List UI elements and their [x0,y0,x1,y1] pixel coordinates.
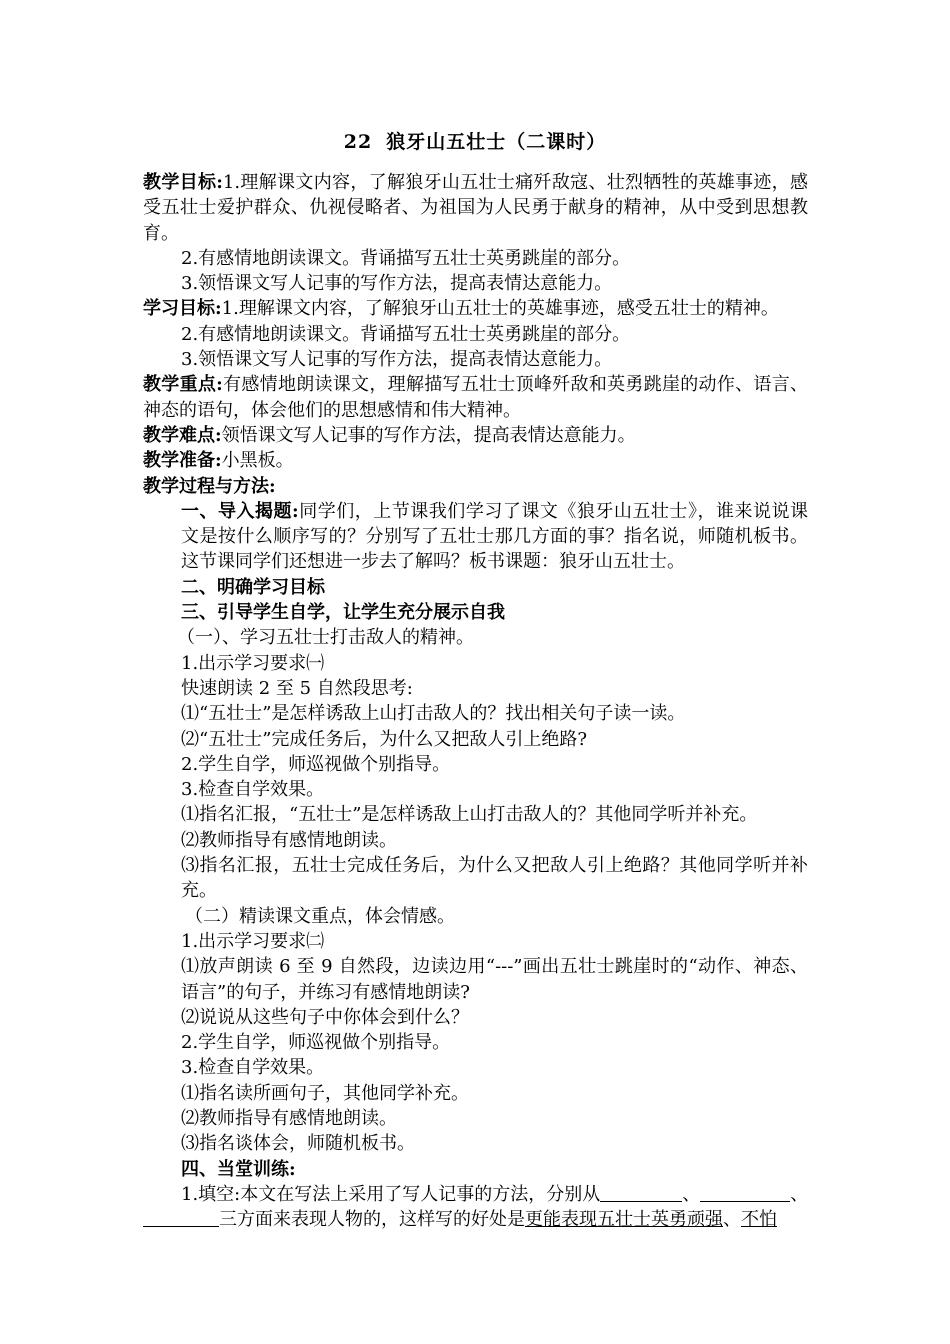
fill-in-prompt: 1.填空:本文在写法上采用了写人记事的方法，分别从 [181,1183,601,1205]
teaching-objective-2: 2.有感情地朗读课文。背诵描写五壮士英勇跳崖的部分。 [181,247,631,269]
part1-line: ⑴指名汇报，“五壮士”是怎样诱敌上山打击敌人的？其他同学听并补充。 [181,804,758,826]
fill-blank[interactable] [700,1183,790,1202]
part1-heading: （一）、学习五壮士打击敌人的精神。 [177,627,474,649]
part1-line: 3.检查自学效果。 [181,779,325,801]
part1-line: 1.出示学习要求㈠ [181,652,325,674]
fill-answer: 更能表现五壮士英勇顽强 [525,1209,723,1231]
fill-in-line-1 [143,1182,808,1207]
separator: 、 [723,1209,741,1231]
part2-heading: （二）精读课文重点，体会情感。 [185,905,455,927]
preparation-label: 教学准备: [143,450,222,472]
fill-answer: 不怕 [741,1209,777,1231]
part2-line: 2.学生自学，师巡视做个别指导。 [181,1032,451,1054]
fill-in-middle: 三方面来表现人物的，这样写的好处是 [219,1209,525,1231]
teaching-objective-3: 3.领悟课文写人记事的写作方法，提高表情达意能力。 [181,273,613,295]
document-title [0,127,950,154]
part2-line: ⑶指名谈体会，师随机板书。 [181,1133,415,1155]
key-point [143,372,808,423]
lesson-title: 狼牙山五壮士（二课时） [386,131,607,153]
lesson-number: 22 [343,131,373,153]
section-intro-label: 一、导入揭题: [181,500,299,522]
part2-line: ⑴放声朗读 6 至 9 自然段，边读边用“---”画出五壮士跳崖时的“动作、神态、语言”的句子，并练习有感情地朗读? [181,956,808,1003]
part1-line: 快速朗读 2 至 5 自然段思考: [181,677,413,699]
fill-blank[interactable] [600,1183,682,1202]
fill-in-line-2 [143,1207,808,1232]
part2-line: 1.出示学习要求㈡ [181,930,325,952]
part1-line: ⑶指名汇报，五壮士完成任务后，为什么又把敌人引上绝路？其他同学听并补充。 [181,855,808,902]
learning-objectives-label: 学习目标: [143,298,222,320]
part1-line: ⑵“五壮士”完成任务后，为什么又把敌人引上绝路? [181,728,588,750]
part2-line: ⑵教师指导有感情地朗读。 [181,1107,397,1129]
key-point-label: 教学重点: [143,374,223,396]
section-practice: 四、当堂训练: [181,1158,296,1180]
section-goals: 二、明确学习目标 [181,576,325,598]
key-point-text: 有感情地朗读课文，理解描写五壮士顶峰歼敌和英勇跳崖的动作、语言、神态的语句，体会他们的思想感情和伟大精神。 [143,374,808,421]
part1-line: ⑵教师指导有感情地朗读。 [181,829,397,851]
section-intro-text: 同学们，上节课我们学习了课文《狼牙山五壮士》，谁来说说课文是按什么顺序写的？分别写了五壮士那几方面的事？指名说，师随机板书。这节课同学们还想进一步去了解吗？板书课题：狼牙山五壮士。 [181,500,808,573]
separator: 、 [790,1183,809,1205]
part1-line: ⑴“五壮士”是怎样诱敌上山打击敌人的？找出相关句子读一读。 [181,703,686,725]
fill-blank[interactable] [143,1208,219,1227]
learning-objective-2: 2.有感情地朗读课文。背诵描写五壮士英勇跳崖的部分。 [181,323,631,345]
learning-objective-3: 3.领悟课文写人记事的写作方法，提高表情达意能力。 [181,349,613,371]
teaching-objectives [143,170,808,246]
difficulty [143,423,808,448]
document-body [143,170,808,1232]
teaching-objectives-label: 教学目标: [143,172,223,193]
section-intro [143,499,808,575]
part2-line: ⑴指名读所画句子，其他同学补充。 [181,1082,469,1104]
learning-objectives [143,296,808,321]
section-self-study: 三、引导学生自学，让学生充分展示自我 [181,602,505,624]
part2-line: ⑵说说从这些句子中你体会到什么？ [181,1006,469,1028]
difficulty-label: 教学难点: [143,424,222,446]
process-heading: 教学过程与方法: [143,475,276,497]
teaching-objective-1: 1.理解课文内容，了解狼牙山五壮士痛歼敌寇、壮烈牺牲的英雄事迹，感受五壮士爱护群众、仇视侵略者、为祖国为人民勇于献身的精神，从中受到思想教育。 [143,172,808,244]
preparation-text: 小黑板。 [221,450,294,472]
part2-line: 3.检查自学效果。 [181,1057,325,1079]
separator: 、 [682,1183,701,1205]
learning-objective-1: 1.理解课文内容，了解狼牙山五壮士的英雄事迹，感受五壮士的精神。 [221,298,779,320]
preparation [143,448,808,473]
part1-line: 2.学生自学，师巡视做个别指导。 [181,753,451,775]
difficulty-text: 领悟课文写人记事的写作方法，提高表情达意能力。 [221,424,636,446]
